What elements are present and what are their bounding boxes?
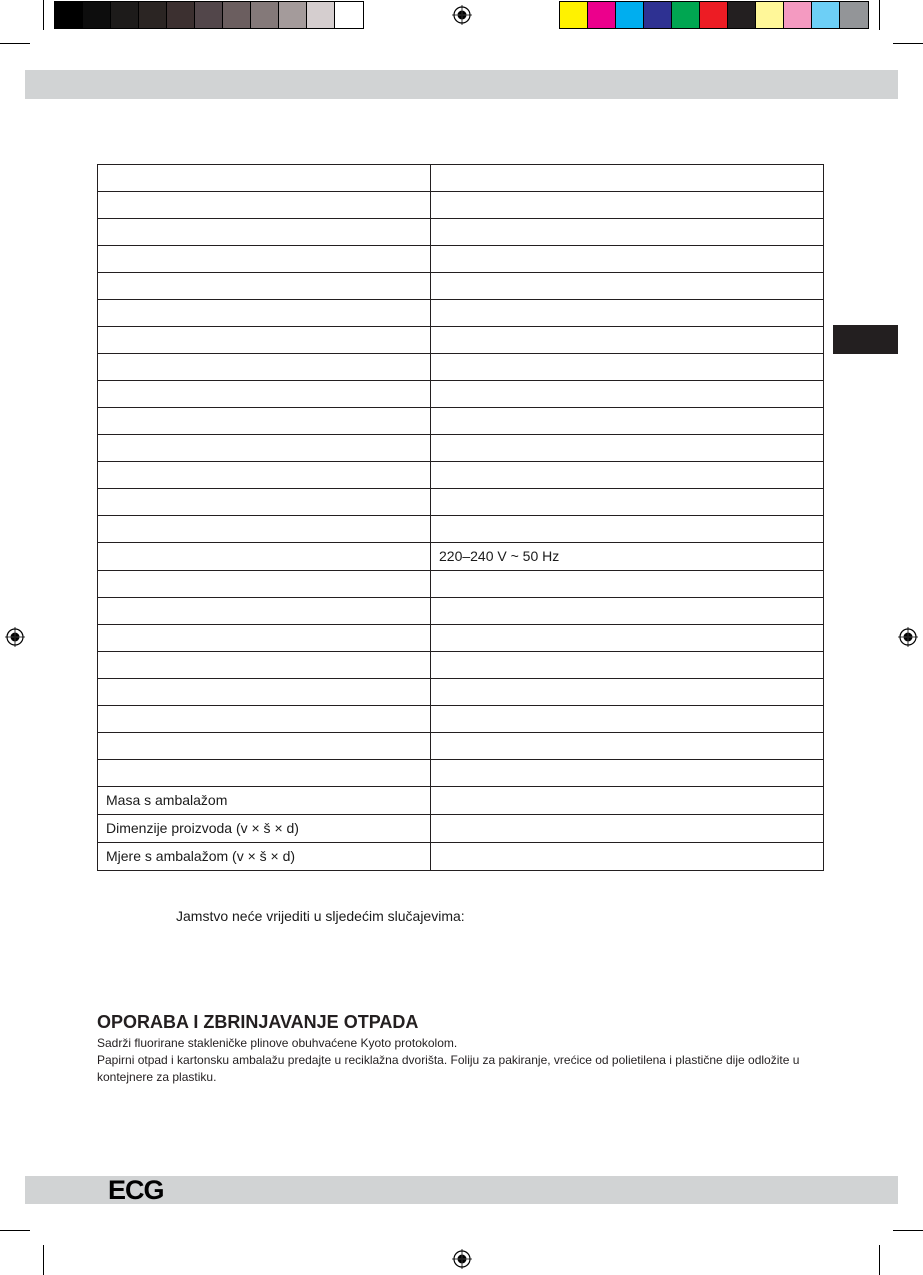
spec-value (431, 192, 824, 219)
table-row (98, 760, 824, 787)
crop-mark (879, 1245, 880, 1275)
color-swatch (616, 2, 644, 28)
spec-value (431, 571, 824, 598)
table-row (98, 435, 824, 462)
table-row (98, 625, 824, 652)
table-row (98, 652, 824, 679)
color-swatch (784, 2, 812, 28)
table-row (98, 408, 824, 435)
table-row (98, 192, 824, 219)
disposal-paragraph-1: Sadrži fluorirane stakleničke plinove obuhvaćene Kyoto protokolom. (97, 1036, 458, 1050)
color-swatch (139, 2, 167, 28)
table-row (98, 543, 824, 571)
spec-value (431, 273, 824, 300)
color-swatch (728, 2, 756, 28)
spec-label (98, 733, 431, 760)
crop-mark (0, 1230, 30, 1231)
spec-label (98, 679, 431, 706)
spec-value (431, 219, 824, 246)
table-row (98, 462, 824, 489)
spec-label: Mjere s ambalažom (v × š × d) (98, 843, 431, 871)
color-swatch (111, 2, 139, 28)
spec-label (98, 706, 431, 733)
spec-value (431, 706, 824, 733)
spec-value (431, 598, 824, 625)
warranty-note: Jamstvo neće vrijediti u sljedećim slučajevima: (176, 908, 465, 924)
spec-label (98, 300, 431, 327)
table-row (98, 246, 824, 273)
header-band (25, 70, 898, 99)
table-row (98, 843, 824, 871)
registration-mark-icon (452, 1249, 472, 1269)
table-row (98, 327, 824, 354)
color-swatch (700, 2, 728, 28)
color-swatch (840, 2, 868, 28)
spec-value (431, 815, 824, 843)
spec-value: 220–240 V ~ 50 Hz (431, 543, 824, 571)
spec-value (431, 733, 824, 760)
language-tab (833, 325, 898, 354)
spec-value (431, 165, 824, 192)
color-swatch (223, 2, 251, 28)
color-swatch (560, 2, 588, 28)
color-swatch (644, 2, 672, 28)
spec-value (431, 489, 824, 516)
spec-value (431, 760, 824, 787)
spec-label (98, 165, 431, 192)
color-swatch (279, 2, 307, 28)
spec-label (98, 381, 431, 408)
spec-value (431, 354, 824, 381)
table-row (98, 679, 824, 706)
ecg-logo: ECG (108, 1175, 164, 1205)
spec-label (98, 354, 431, 381)
table-row (98, 219, 824, 246)
color-swatch (167, 2, 195, 28)
color-swatch (251, 2, 279, 28)
spec-value (431, 408, 824, 435)
spec-label (98, 652, 431, 679)
spec-value (431, 381, 824, 408)
color-swatch (307, 2, 335, 28)
crop-mark (0, 43, 30, 44)
spec-value (431, 625, 824, 652)
spec-label (98, 598, 431, 625)
spec-label (98, 543, 431, 571)
grayscale-color-bar (54, 1, 364, 29)
color-swatch (195, 2, 223, 28)
table-row (98, 273, 824, 300)
table-row (98, 815, 824, 843)
spec-value (431, 843, 824, 871)
color-swatch (812, 2, 840, 28)
spec-value (431, 516, 824, 543)
registration-mark-icon (5, 627, 25, 647)
color-swatch (756, 2, 784, 28)
color-swatch (335, 2, 363, 28)
table-row (98, 571, 824, 598)
spec-value (431, 652, 824, 679)
crop-mark (893, 1230, 923, 1231)
spec-label (98, 273, 431, 300)
crop-mark (893, 43, 923, 44)
registration-mark-icon (452, 5, 472, 25)
color-swatch (588, 2, 616, 28)
spec-value (431, 787, 824, 815)
spec-value (431, 462, 824, 489)
crop-mark (43, 0, 44, 30)
spec-label (98, 760, 431, 787)
spec-label (98, 571, 431, 598)
spec-value (431, 246, 824, 273)
disposal-paragraph-2: Papirni otpad i kartonsku ambalažu predajte u reciklažna dvorišta. Foliju za pakiranje, vrećice od polietilena i plastične dije odložite u kontejnere za plastiku. (97, 1053, 800, 1084)
registration-mark-icon (898, 627, 918, 647)
spec-label (98, 625, 431, 652)
process-color-bar (559, 1, 869, 29)
spec-label (98, 462, 431, 489)
spec-label (98, 489, 431, 516)
color-swatch (55, 2, 83, 28)
spec-label (98, 435, 431, 462)
table-row (98, 706, 824, 733)
table-row (98, 787, 824, 815)
spec-label (98, 516, 431, 543)
table-row (98, 300, 824, 327)
color-swatch (83, 2, 111, 28)
crop-mark (879, 0, 880, 30)
spec-label: Masa s ambalažom (98, 787, 431, 815)
table-row (98, 381, 824, 408)
table-row (98, 598, 824, 625)
spec-label (98, 408, 431, 435)
spec-label (98, 246, 431, 273)
table-row (98, 489, 824, 516)
spec-label (98, 327, 431, 354)
table-row (98, 516, 824, 543)
spec-label (98, 192, 431, 219)
spec-value (431, 300, 824, 327)
color-swatch (672, 2, 700, 28)
disposal-heading: OPORABA I ZBRINJAVANJE OTPADA (97, 1012, 419, 1032)
spec-value (431, 327, 824, 354)
table-row (98, 733, 824, 760)
spec-value (431, 679, 824, 706)
spec-label (98, 219, 431, 246)
specification-table (97, 164, 824, 871)
table-row (98, 354, 824, 381)
crop-mark (43, 1245, 44, 1275)
spec-value (431, 435, 824, 462)
table-row (98, 165, 824, 192)
spec-label: Dimenzije proizvoda (v × š × d) (98, 815, 431, 843)
